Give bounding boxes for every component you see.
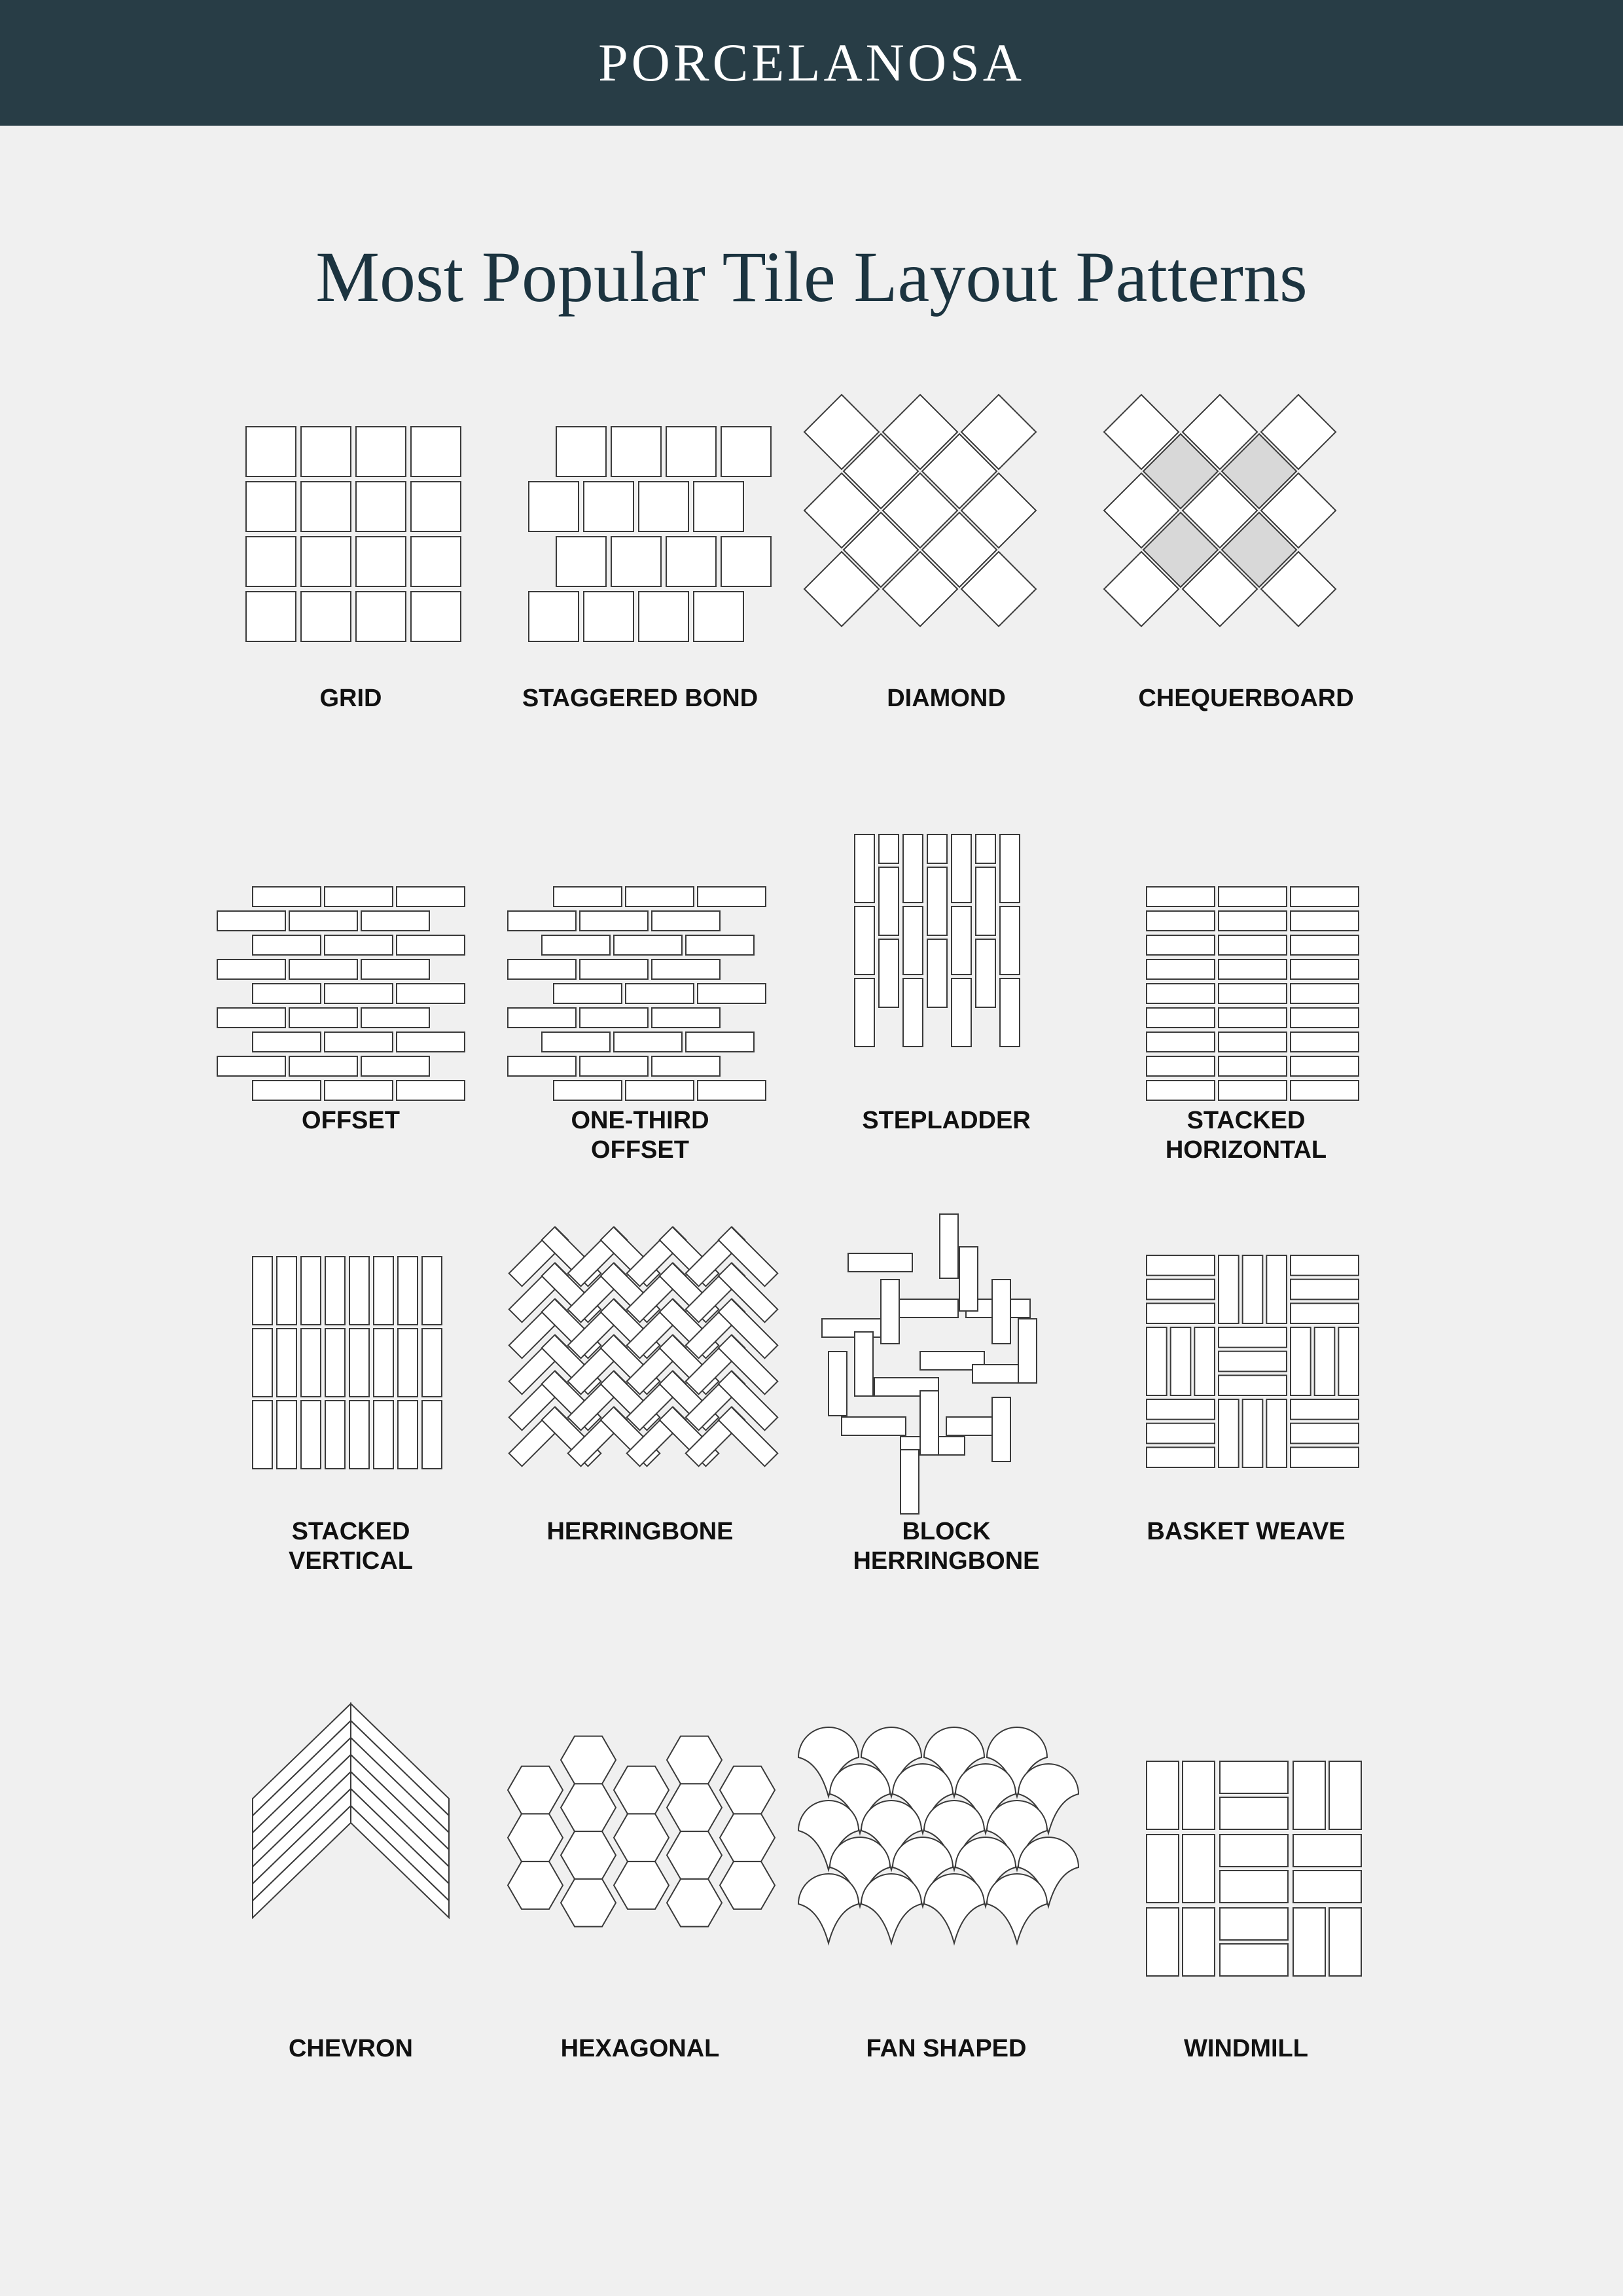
- tile: [554, 887, 622, 906]
- herringbone-pattern-illustration: [496, 1211, 784, 1499]
- tile: [1291, 1056, 1359, 1076]
- tile: [694, 482, 743, 531]
- tile: [253, 1081, 321, 1100]
- tile: [1147, 935, 1215, 955]
- tile: [1291, 1327, 1311, 1395]
- tile: [529, 482, 579, 531]
- tile: [626, 887, 694, 906]
- tile: [1219, 1352, 1287, 1372]
- tile: [698, 1081, 766, 1100]
- tile: [301, 537, 351, 586]
- tile: [1338, 1327, 1359, 1395]
- tile: [277, 1401, 296, 1469]
- tile: [1220, 1835, 1288, 1867]
- tile: [1147, 1424, 1215, 1444]
- tile: [829, 1352, 847, 1416]
- tile: [992, 1280, 1010, 1344]
- tile: [556, 427, 606, 476]
- tile: [580, 1056, 648, 1076]
- tile: [580, 911, 648, 931]
- tile: [686, 935, 754, 955]
- tile: [361, 911, 429, 931]
- tile: [1291, 1008, 1359, 1028]
- tile: [1018, 1319, 1037, 1383]
- tile: [246, 592, 296, 641]
- tile: [614, 1032, 682, 1052]
- block-herringbone-pattern-illustration: [802, 1201, 1090, 1489]
- stacked-vertical-pattern-illustration: [207, 1211, 495, 1499]
- tile: [397, 1032, 465, 1052]
- tile: [1219, 911, 1287, 931]
- tile: [1291, 1424, 1359, 1444]
- tile: [1000, 978, 1020, 1047]
- tile: [614, 1767, 669, 1814]
- tile: [217, 1056, 285, 1076]
- tile: [325, 1081, 393, 1100]
- tile: [1291, 1032, 1359, 1052]
- tile: [1147, 1032, 1215, 1052]
- tile: [1147, 911, 1215, 931]
- pattern-label-chevron: CHEVRON: [288, 2035, 414, 2062]
- tile: [927, 834, 947, 863]
- tile: [1220, 1944, 1288, 1976]
- tile: [356, 592, 406, 641]
- tile: [1147, 1908, 1179, 1976]
- tile: [848, 1253, 912, 1272]
- pattern-label-stepladder: STEPLADDER: [862, 1107, 1031, 1134]
- tile: [374, 1329, 393, 1397]
- tile: [1147, 1761, 1179, 1829]
- tile: [1183, 1908, 1215, 1976]
- tile: [584, 482, 633, 531]
- tile: [1329, 1761, 1361, 1829]
- tile: [1291, 1081, 1359, 1100]
- tile: [976, 939, 995, 1007]
- tile: [356, 482, 406, 531]
- tile: [861, 1874, 921, 1943]
- tile: [217, 1008, 285, 1028]
- tile: [667, 1879, 722, 1927]
- tile: [398, 1401, 418, 1469]
- tile: [1219, 1008, 1287, 1028]
- tile: [1293, 1761, 1325, 1829]
- tile: [1219, 1399, 1239, 1467]
- tile: [301, 1401, 321, 1469]
- tile: [652, 1008, 720, 1028]
- tile: [1194, 1327, 1215, 1395]
- tile: [398, 1257, 418, 1325]
- tile: [289, 960, 357, 979]
- tile: [508, 1767, 563, 1814]
- tile: [1171, 1327, 1191, 1395]
- tile: [1219, 1327, 1287, 1348]
- tile: [720, 1814, 775, 1861]
- tile: [325, 1401, 345, 1469]
- tile: [614, 1861, 669, 1909]
- pattern-label-diamond: DIAMOND: [887, 685, 1006, 712]
- tile: [842, 1417, 906, 1435]
- tile: [508, 960, 576, 979]
- windmill-pattern-illustration: [1102, 1718, 1390, 2006]
- tile: [253, 1032, 321, 1052]
- tile: [614, 935, 682, 955]
- tile: [277, 1257, 296, 1325]
- tile: [1147, 1255, 1215, 1276]
- tile: [1220, 1871, 1288, 1903]
- tile: [1219, 1056, 1287, 1076]
- tile: [361, 960, 429, 979]
- brand-logo: PORCELANOSA: [598, 33, 1025, 92]
- tile: [626, 1081, 694, 1100]
- tile: [903, 978, 923, 1047]
- tile: [694, 592, 743, 641]
- tile: [398, 1329, 418, 1397]
- tile: [374, 1257, 393, 1325]
- tile: [325, 935, 393, 955]
- tile: [1147, 960, 1215, 979]
- tile: [1147, 1303, 1215, 1323]
- tile: [952, 906, 971, 975]
- tile: [349, 1329, 369, 1397]
- tile: [1219, 984, 1287, 1003]
- tile: [698, 984, 766, 1003]
- tile: [901, 1450, 919, 1514]
- tile: [666, 427, 716, 476]
- tile: [721, 427, 771, 476]
- tile: [253, 1401, 272, 1469]
- tile: [667, 1736, 722, 1784]
- tile: [361, 1008, 429, 1028]
- tile: [976, 867, 995, 935]
- tile: [1291, 911, 1359, 931]
- tile: [508, 911, 576, 931]
- tile: [1147, 1447, 1215, 1467]
- tile: [301, 592, 351, 641]
- tile: [542, 935, 610, 955]
- tile: [1291, 1447, 1359, 1467]
- tile: [667, 1831, 722, 1879]
- tile: [1147, 887, 1215, 906]
- tile: [301, 1257, 321, 1325]
- tile: [652, 911, 720, 931]
- tile: [246, 482, 296, 531]
- tile: [349, 1401, 369, 1469]
- tile: [639, 592, 688, 641]
- tile: [1219, 960, 1287, 979]
- pattern-label-fan-shaped: FAN SHAPED: [866, 2035, 1027, 2062]
- tile: [580, 1008, 648, 1028]
- tile: [1220, 1797, 1288, 1829]
- tile: [952, 978, 971, 1047]
- tile: [356, 537, 406, 586]
- tile: [1243, 1399, 1263, 1467]
- fan-shaped-pattern-illustration: [802, 1718, 1090, 2006]
- tile: [927, 939, 947, 1007]
- tile: [411, 427, 461, 476]
- tile: [639, 482, 688, 531]
- tile: [1219, 887, 1287, 906]
- tile: [611, 537, 661, 586]
- tile: [720, 1861, 775, 1909]
- tile: [1219, 1081, 1287, 1100]
- tile: [289, 1056, 357, 1076]
- tile: [508, 1861, 563, 1909]
- tile: [325, 887, 393, 906]
- tile: [855, 834, 874, 903]
- tile: [927, 867, 947, 935]
- tile: [356, 427, 406, 476]
- tile: [289, 1008, 357, 1028]
- tile: [959, 1247, 978, 1311]
- tile: [1147, 1399, 1215, 1420]
- tile: [374, 1401, 393, 1469]
- tile: [881, 1280, 899, 1344]
- tile: [611, 427, 661, 476]
- tile: [554, 984, 622, 1003]
- pattern-label-windmill: WINDMILL: [1184, 2035, 1308, 2062]
- tile: [397, 935, 465, 955]
- tile: [992, 1397, 1010, 1462]
- stacked-horizontal-pattern-illustration: [1102, 821, 1390, 1109]
- tile: [361, 1056, 429, 1076]
- tile: [1219, 1255, 1239, 1323]
- tile: [529, 592, 579, 641]
- offset-pattern-illustration: [207, 821, 495, 1109]
- tile: [652, 1056, 720, 1076]
- tile: [1147, 1835, 1179, 1903]
- tile: [1291, 1280, 1359, 1300]
- pattern-label-grid: GRID: [319, 685, 382, 712]
- tile: [217, 911, 285, 931]
- tile: [1266, 1255, 1287, 1323]
- tile: [1291, 1255, 1359, 1276]
- pattern-label-staggered-bond: STAGGERED BOND: [522, 685, 758, 712]
- tile: [686, 1032, 754, 1052]
- tile: [1147, 1081, 1215, 1100]
- tile: [325, 1032, 393, 1052]
- tile: [349, 1257, 369, 1325]
- pattern-label-one-third-offset: ONE-THIRD OFFSET: [571, 1107, 709, 1164]
- tile: [411, 482, 461, 531]
- tile: [855, 906, 874, 975]
- tile: [411, 537, 461, 586]
- tile: [721, 537, 771, 586]
- tile: [554, 1081, 622, 1100]
- tile: [903, 906, 923, 975]
- tile: [879, 939, 899, 1007]
- tile: [903, 834, 923, 903]
- tile: [253, 887, 321, 906]
- tile: [1147, 1327, 1167, 1395]
- tile: [301, 1329, 321, 1397]
- tile: [561, 1879, 616, 1927]
- tile: [411, 592, 461, 641]
- tile: [253, 1257, 272, 1325]
- tile: [652, 960, 720, 979]
- tile: [253, 1329, 272, 1397]
- tile: [987, 1874, 1047, 1943]
- tile: [1291, 1303, 1359, 1323]
- grid-pattern-illustration: [207, 393, 495, 681]
- tile: [698, 887, 766, 906]
- tile: [217, 960, 285, 979]
- staggered-bond-pattern-illustration: [496, 393, 784, 681]
- tile: [301, 427, 351, 476]
- tile: [924, 1874, 984, 1943]
- tile: [1183, 1761, 1215, 1829]
- tile: [1291, 935, 1359, 955]
- tile: [614, 1814, 669, 1861]
- tile: [626, 984, 694, 1003]
- one-third-offset-pattern-illustration: [496, 821, 784, 1109]
- tile: [798, 1874, 859, 1943]
- tile: [667, 1784, 722, 1831]
- pattern-label-block-herringbone: BLOCK HERRINGBONE: [853, 1518, 1040, 1575]
- chevron-pattern-illustration: [207, 1718, 495, 2006]
- tile: [952, 834, 971, 903]
- tile: [976, 834, 995, 863]
- tile: [422, 1257, 442, 1325]
- hexagonal-pattern-illustration: [496, 1718, 784, 2006]
- tile: [301, 482, 351, 531]
- tile: [1183, 1835, 1215, 1903]
- tile: [1329, 1908, 1361, 1976]
- tile: [1243, 1255, 1263, 1323]
- pattern-label-offset: OFFSET: [302, 1107, 400, 1134]
- tile: [397, 984, 465, 1003]
- tile: [422, 1401, 442, 1469]
- tile: [1147, 1280, 1215, 1300]
- basket-weave-pattern-illustration: [1102, 1211, 1390, 1499]
- tile: [855, 978, 874, 1047]
- tile: [894, 1299, 958, 1318]
- pattern-label-stacked-horizontal: STACKED HORIZONTAL: [1165, 1107, 1327, 1164]
- tile: [1147, 984, 1215, 1003]
- tile: [325, 1329, 345, 1397]
- pattern-label-chequerboard: CHEQUERBOARD: [1138, 685, 1354, 712]
- tile: [1000, 906, 1020, 975]
- tile: [1291, 887, 1359, 906]
- tile: [508, 1814, 563, 1861]
- tile: [1220, 1761, 1288, 1793]
- chequerboard-pattern-illustration: [1102, 393, 1390, 681]
- tile: [508, 1008, 576, 1028]
- tile: [1147, 1008, 1215, 1028]
- tile: [397, 1081, 465, 1100]
- tile: [1291, 1399, 1359, 1420]
- tile: [1293, 1835, 1361, 1867]
- tile: [561, 1736, 616, 1784]
- tile: [879, 834, 899, 863]
- tile: [561, 1784, 616, 1831]
- tile: [325, 1257, 345, 1325]
- tile: [246, 427, 296, 476]
- tile: [1266, 1399, 1287, 1467]
- diamond-pattern-illustration: [802, 393, 1090, 681]
- tile: [397, 887, 465, 906]
- tile: [1219, 935, 1287, 955]
- tile: [584, 592, 633, 641]
- tile: [277, 1329, 296, 1397]
- header-bar: [0, 0, 1623, 126]
- tile: [879, 867, 899, 935]
- tile: [580, 960, 648, 979]
- tile: [246, 537, 296, 586]
- tile: [1293, 1871, 1361, 1903]
- pattern-label-basket-weave: BASKET WEAVE: [1147, 1518, 1346, 1545]
- tile: [253, 984, 321, 1003]
- tile: [1293, 1908, 1325, 1976]
- tile: [940, 1214, 958, 1278]
- tile: [289, 911, 357, 931]
- page-title: Most Popular Tile Layout Patterns: [315, 237, 1308, 317]
- tile: [1291, 984, 1359, 1003]
- pattern-label-stacked-vertical: STACKED VERTICAL: [289, 1518, 413, 1575]
- tile: [1147, 1056, 1215, 1076]
- tile: [508, 1056, 576, 1076]
- tile: [1315, 1327, 1335, 1395]
- pattern-label-hexagonal: HEXAGONAL: [560, 2035, 720, 2062]
- tile: [1219, 1032, 1287, 1052]
- stepladder-pattern-illustration: [802, 821, 1090, 1109]
- tile: [1000, 834, 1020, 903]
- tile: [422, 1329, 442, 1397]
- tile: [253, 935, 321, 955]
- tile: [1219, 1375, 1287, 1395]
- pattern-label-herringbone: HERRINGBONE: [546, 1518, 734, 1545]
- tile: [325, 984, 393, 1003]
- tile: [920, 1391, 938, 1455]
- tile: [1291, 960, 1359, 979]
- tile: [561, 1831, 616, 1879]
- tile: [1220, 1908, 1288, 1940]
- tile: [666, 537, 716, 586]
- tile: [542, 1032, 610, 1052]
- tile: [720, 1767, 775, 1814]
- tile: [855, 1332, 873, 1396]
- tile: [556, 537, 606, 586]
